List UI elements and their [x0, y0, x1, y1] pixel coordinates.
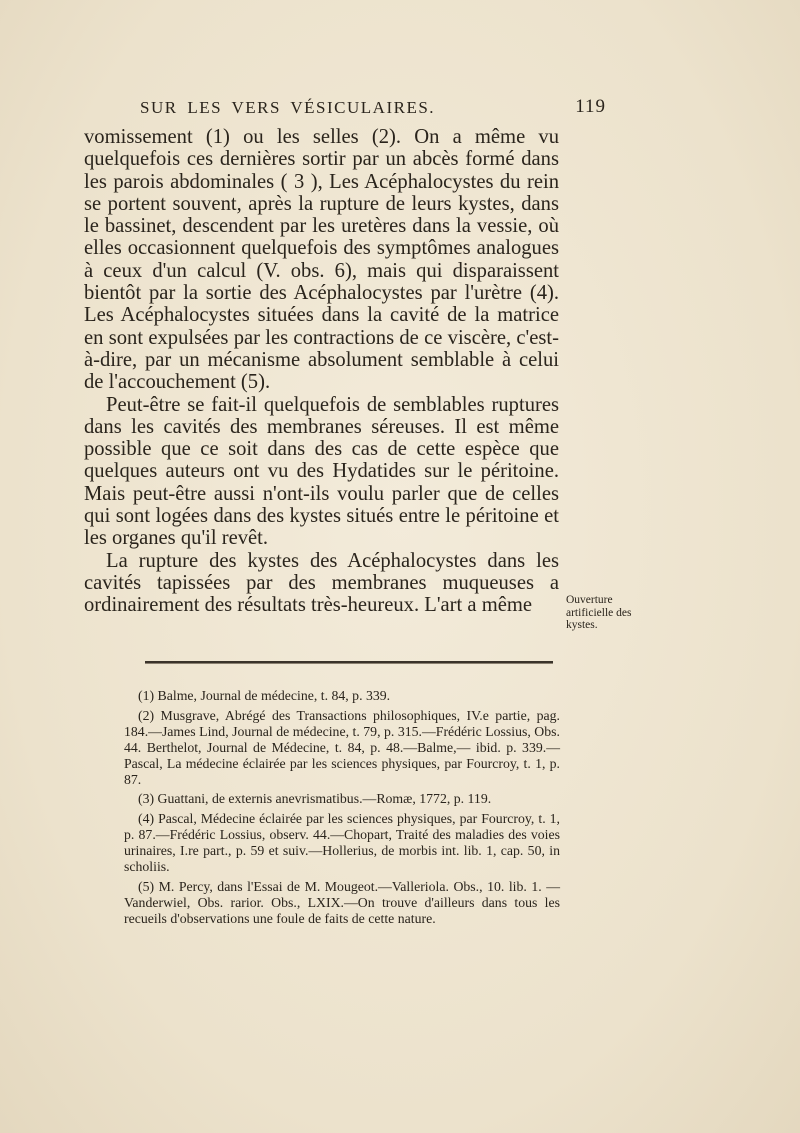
footnote: (5) M. Percy, dans l'Essai de M. Mougeot.—Valleriola. Obs., 10. lib. 1. —Vanderwiel, Obs. rarior. Obs., LXIX.—On trouve d'ailleurs dans tous les recueils d'observations une foule de faits de cette nature. — [124, 878, 560, 926]
paragraph: Peut-être se fait-il quelquefois de semblables ruptures dans les cavités des membranes séreuses. Il est même possible que ce soit dans des cas de cette espèce que quelques auteurs ont vu des Hydatides sur le péritoine. Mais peut-être aussi n'ont-ils voulu parler que de celles qui sont logées dans des kystes situés entre le péritoine et les organes qu'il revêt. — [84, 393, 559, 550]
main-text — [84, 126, 559, 617]
footnote: (4) Pascal, Médecine éclairée par les sciences physiques, par Fourcroy, t. 1, p. 87.—Frédéric Lossius, observ. 44.—Chopart, Traité des maladies des voies urinaires, I.re part., p. 59 et suiv.—Hollerius, de morbis int. lib. 1, cap. 50, in scholiis. — [124, 811, 560, 875]
footnote: (2) Musgrave, Abrégé des Transactions philosophiques, IV.e partie, pag. 184.—James Lind, Journal de médecine, t. 79, p. 315.—Frédéric Lossius, Obs. 44. Berthelot, Journal de Médecine, t. 84, p. 48.—Balme,— ibid. p. 339.—Pascal, La médecine éclairée par les sciences physiques, par Fourcroy, t. 1, p. 87. — [124, 707, 560, 787]
footnotes — [124, 688, 560, 931]
footnote: (3) Guattani, de externis anevrismatibus.—Romæ, 1772, p. 119. — [138, 791, 492, 807]
paragraph: vomissement (1) ou les selles (2). On a même vu quelquefois ces dernières sortir par un abcès formé dans les parois abdominales ( 3 ), Les Acéphalocystes du rein se portent souvent, après la rupture de leurs kystes, dans le bassinet, descendent par les uretères dans la vessie, où elles occasionnent quelquefois des symptômes analogues à ceux d'un calcul (V. obs. 6), mais qui disparaissent bientôt par la sortie des Acéphalocystes par l'urètre (4). Les Acéphalocystes situées dans la cavité de la matrice en sont expulsées par les contractions de ce viscère, c'est-à-dire, par un mécanisme absolument semblable à celui de l'accouchement (5). — [84, 126, 559, 394]
paragraph: La rupture des kystes des Acéphalocystes dans les cavités tapissées par des membranes muqueuses a ordinairement des résultats très-heureux. L'art a même — [84, 549, 559, 617]
footnote: (1) Balme, Journal de médecine, t. 84, p. 339. — [138, 688, 391, 703]
margin-note: Ouverture artificielle des kystes. — [566, 594, 632, 631]
running-title: SUR LES VERS VÉSICULAIRES. — [140, 98, 436, 117]
page-number: 119 — [575, 96, 606, 117]
footnote-divider — [145, 661, 553, 664]
